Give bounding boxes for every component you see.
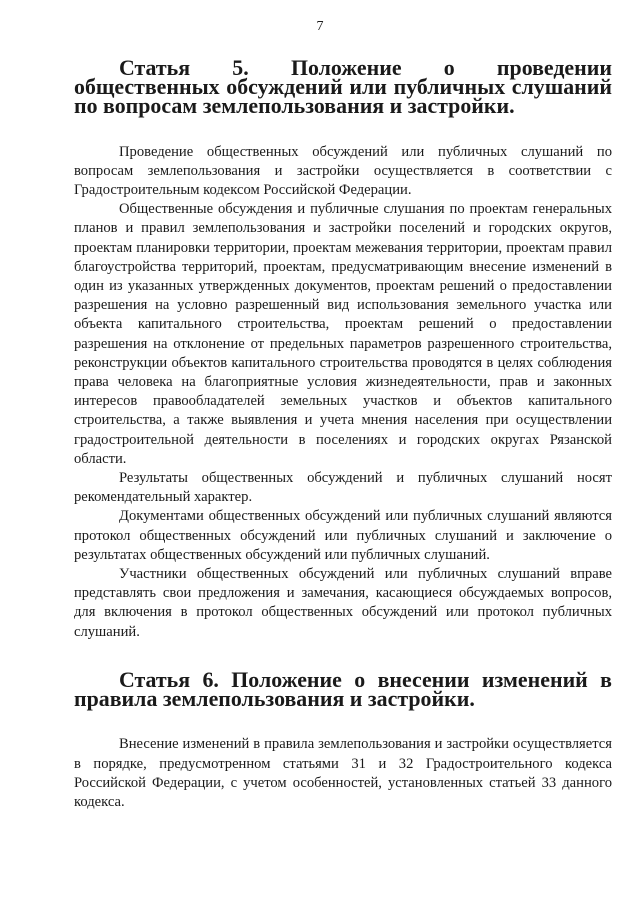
- article-5-title: Статья 5. Положение о проведении общественных обсуждений или публичных слушаний по вопросам землепользования и застройки.: [74, 55, 612, 119]
- paragraph: Проведение общественных обсуждений или публичных слушаний по вопросам землепользования и застройки осуществляется в соответствии с Градостроительным кодексом Российской Федерации.: [74, 143, 612, 199]
- paragraph: Внесение изменений в правила землепользования и застройки осуществляется в порядке, предусмотренном статьями 31 и 32 Градостроительного кодекса Российской Федерации, с учетом особенностей, установленных статьей 33 данного кодекса.: [74, 736, 612, 810]
- page-number: 7: [316, 19, 324, 34]
- paragraph: Участники общественных обсуждений или публичных слушаний вправе представлять свои предложения и замечания, касающиеся обсуждаемых вопросов, для включения в протокол общественных обсуждений или протокол публичных слушаний.: [74, 566, 612, 640]
- document-body: [74, 55, 612, 812]
- article-6-title: Статья 6. Положение о внесении изменений в правила землепользования и застройки.: [74, 666, 612, 712]
- article-6: [74, 666, 612, 812]
- paragraph: Документами общественных обсуждений или публичных слушаний являются протокол общественных обсуждений или публичных слушаний и заключение о результатах общественных обсуждений или публичных слушаний.: [74, 508, 612, 563]
- article-5: [74, 55, 612, 642]
- paragraph: Результаты общественных обсуждений и публичных слушаний носят рекомендательный характер.: [74, 470, 612, 506]
- paragraph: Общественные обсуждения и публичные слушания по проектам генеральных планов и правил землепользования и застройки поселений и городских округов, проектам планировки территории, проектам межевания территории, проектам правил благоустройства территорий, проектам, предусматривающим внесение изменений в один из указанных утвержденных документов, проектам решений о предоставлении разрешения на условно разрешенный вид использования земельного участка или объекта капитального строительства, проектам решений о предоставлении разрешения на отклонение от предельных параметров разрешенного строительства, реконструкции объектов капитального строительства проводятся в целях соблюдения права человека на благоприятные условия жизнедеятельности, прав и законных интересов правообладателей земельных участков и объектов капитального строительства, а также выявления и учета мнения населения при осуществлении градостроительной деятельности в поселениях и городских округах Рязанской области.: [74, 201, 612, 467]
